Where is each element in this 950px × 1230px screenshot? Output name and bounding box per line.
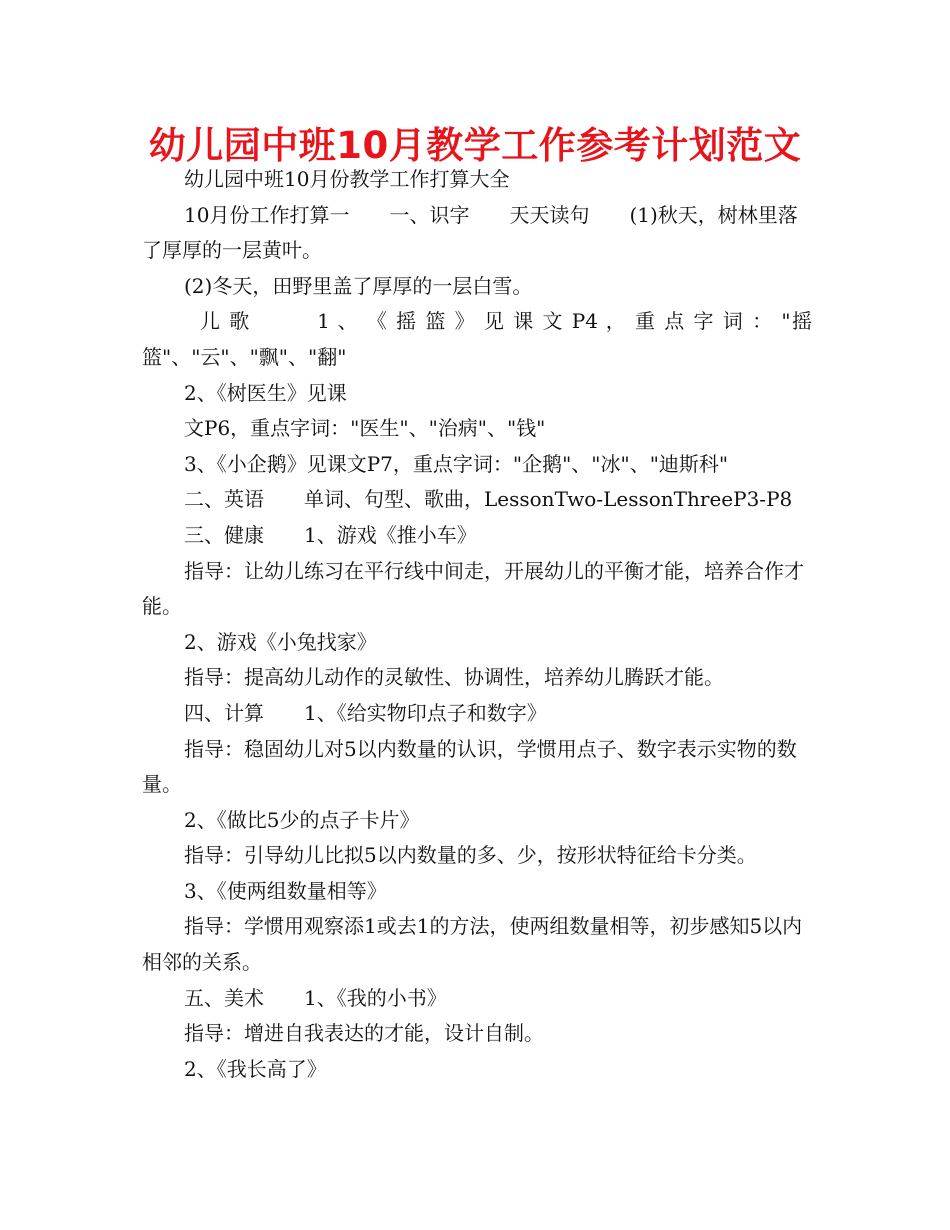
paragraph-math-guide-2: 指导：引导幼儿比拟5以内数量的多、少，按形状特征给卡分类。 xyxy=(184,843,757,868)
paragraph-penguin: 3、《小企鹅》见课文P7，重点字词："企鹅"、"冰"、"迪斯科" xyxy=(184,451,729,476)
paragraph-math: 四、计算 1、《给实物印点子和数字》 xyxy=(184,700,547,725)
paragraph-equal-groups: 3、《使两组数量相等》 xyxy=(184,878,387,903)
paragraph-health: 三、健康 1、游戏《推小车》 xyxy=(184,522,477,547)
paragraph-art: 五、美术 1、《我的小书》 xyxy=(184,985,447,1010)
paragraph-math-guide-3: 指导：学惯用观察添1或去1的方法，使两组数量相等，初步感知5以内相邻的关系。 xyxy=(142,914,803,975)
paragraph-rabbit-game: 2、游戏《小兔找家》 xyxy=(184,629,377,654)
paragraph-sentence-2: (2)冬天，田野里盖了厚厚的一层白雪。 xyxy=(184,273,533,298)
paragraph-art-guide-1: 指导：增进自我表达的才能，设计自制。 xyxy=(184,1021,544,1046)
document-title: 幼儿园中班10月教学工作参考计划范文 xyxy=(148,124,802,167)
paragraph-math-guide-1: 指导：稳固幼儿对5以内数量的认识，学惯用点子、数字表示实物的数量。 xyxy=(142,736,797,797)
paragraph-grew-taller: 2、《我长高了》 xyxy=(184,1056,327,1081)
paragraph-subtitle: 幼儿园中班10月份教学工作打算大全 xyxy=(184,167,510,191)
paragraph-health-guide-2: 指导：提高幼儿动作的灵敏性、协调性，培养幼儿腾跃才能。 xyxy=(184,665,724,690)
paragraph-tree-doctor-words: 文P6，重点字词："医生"、"治病"、"钱" xyxy=(184,416,546,441)
paragraph-song-cradle: 儿 歌 1 、 《 摇 篮 》 见 课 文 P4 ， 重 点 字 词 ： "摇篮"、"云"、"飘"、"翻" xyxy=(142,309,812,369)
paragraph-health-guide-1: 指导：让幼儿练习在平行线中间走，开展幼儿的平衡才能，培养合作才能。 xyxy=(142,558,804,619)
paragraph-dot-cards: 2、《做比5少的点子卡片》 xyxy=(184,807,420,832)
paragraph-plan-intro: 10月份工作打算一 一、识字 天天读句 (1)秋天，树林里落了厚厚的一层黄叶。 xyxy=(142,202,798,263)
paragraph-english: 二、英语 单词、句型、歌曲，LessonTwo-LessonThreeP3-P8 xyxy=(184,487,793,512)
paragraph-tree-doctor: 2、《树医生》见课 xyxy=(184,380,347,405)
document-body xyxy=(142,162,812,1087)
